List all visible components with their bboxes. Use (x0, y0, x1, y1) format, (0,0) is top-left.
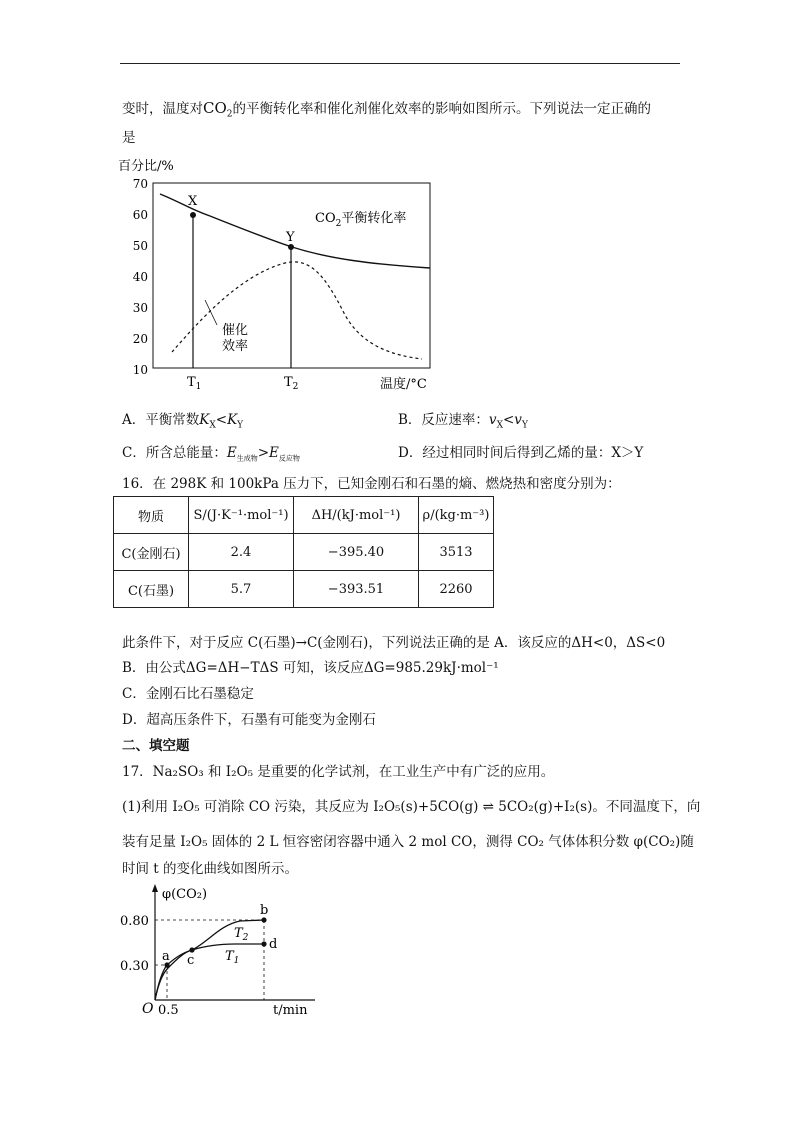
table-cell: −393.51 (294, 571, 419, 608)
catalyst-efficiency-curve (172, 262, 422, 359)
table-row (114, 571, 494, 608)
t1-curve-label: $T_1$ (225, 949, 240, 966)
chart2-xlabel: t/min (273, 1003, 308, 1018)
point-y-label: Y (286, 230, 295, 245)
question16-stem: 16．在 298K 和 100kPa 压力下，已知金刚石和石墨的熵、燃烧热和密度分别为： (122, 476, 621, 492)
ytick-70: 70 (132, 177, 148, 191)
ytick-030: 0.30 (120, 959, 149, 974)
table-header-cell: ρ/(kg·m⁻³) (419, 497, 494, 534)
point-x-marker (190, 212, 196, 218)
question16-line-a: 此条件下，对于反应 C(石墨)→C(金刚石)，下列说法正确的是 A．该反应的ΔH<0，ΔS<0 (122, 635, 666, 651)
ytick-10: 10 (132, 363, 148, 377)
equilibrium-chart (100, 150, 460, 400)
efficiency-label-line1: 催化 (222, 323, 249, 338)
top-rule (120, 63, 680, 64)
chart1-xlabel: 温度/°C (380, 377, 427, 392)
table-cell: 2.4 (189, 534, 294, 571)
point-b-label: b (260, 903, 269, 918)
point-c-marker (189, 947, 194, 952)
option-15a: A．平衡常数$K_X<K_Y$ (122, 412, 244, 431)
point-a-label: a (162, 949, 170, 964)
question17-stem: 17．Na₂SO₃ 和 I₂O₅ 是重要的化学试剂，在工业生产中有广泛的应用。 (122, 764, 555, 780)
ytick-080: 0.80 (120, 914, 149, 929)
option-15c: C．所含总能量：$E_{生成物}>E_{反应物}$ (122, 445, 300, 463)
question16-option-b: B．由公式ΔG=ΔH−TΔS 可知，该反应ΔG=985.29kJ·mol⁻¹ (122, 660, 499, 676)
ytick-30: 30 (132, 301, 148, 315)
table-header-cell: S/(J·K⁻¹·mol⁻¹) (189, 497, 294, 534)
properties-table (113, 496, 494, 608)
question17-part1-line1: (1)利用 I₂O₅ 可消除 CO 污染，其反应为 I₂O₅(s)+5CO(g) ⇌ 5CO₂(g)+I₂(s)。不同温度下，向 (122, 799, 701, 815)
t2-curve-label: $T_2$ (234, 926, 249, 943)
ytick-20: 20 (132, 332, 148, 346)
chart2-ylabel: φ(CO₂) (162, 887, 208, 902)
t2-tick-label: $T_2$ (284, 375, 299, 392)
question16-option-c: C．金刚石比石墨稳定 (122, 686, 254, 702)
point-d-label: d (269, 937, 278, 952)
table-cell: 5.7 (189, 571, 294, 608)
question17-part1-line3: 时间 t 的变化曲线如图所示。 (122, 861, 299, 877)
t2-curve (155, 920, 264, 1000)
table-row (114, 534, 494, 571)
question17-part1-line2: 装有足量 I₂O₅ 固体的 2 L 恒容密闭容器中通入 2 mol CO，测得 CO₂ 气体体积分数 φ(CO₂)随 (122, 834, 694, 850)
co2-fraction-chart (110, 880, 340, 1020)
ytick-50: 50 (132, 239, 148, 253)
t1-curve (155, 944, 264, 1000)
option-15d: D．经过相同时间后得到乙烯的量：X＞Y (398, 445, 644, 461)
ytick-60: 60 (132, 208, 148, 222)
point-b-marker (261, 917, 266, 922)
table-cell: 3513 (419, 534, 494, 571)
question15-stem-line1: 变时，温度对$CO_2$的平衡转化率和催化剂催化效率的影响如图所示。下列说法一定正确的 (122, 99, 652, 120)
conversion-curve-label: $CO_2$平衡转化率 (315, 211, 407, 229)
point-d-marker (261, 941, 266, 946)
chart1-ylabel: 百分比/% (118, 159, 174, 174)
table-cell: C(石墨) (114, 571, 189, 608)
chart1-yticks (133, 177, 148, 377)
point-c-label: c (187, 953, 195, 968)
point-x-label: X (188, 194, 198, 209)
ytick-40: 40 (132, 270, 148, 284)
y-axis-arrow (152, 884, 158, 892)
t1-tick-label: $T_1$ (187, 375, 202, 392)
table-header-row (114, 497, 494, 534)
table-cell: −395.40 (294, 534, 419, 571)
origin-label: O (142, 1001, 154, 1017)
option-15b: B．反应速率：$v_X<v_Y$ (398, 412, 528, 431)
section-title: 二、填空题 (122, 738, 190, 754)
xtick-05: 0.5 (158, 1003, 179, 1018)
table-header-cell: ΔH/(kJ·mol⁻¹) (294, 497, 419, 534)
efficiency-leader-line (205, 300, 217, 325)
table-cell: 2260 (419, 571, 494, 608)
co2-conversion-curve (160, 194, 430, 268)
question15-stem-line2: 是 (122, 130, 136, 146)
efficiency-label-line2: 效率 (222, 339, 249, 354)
question16-option-d: D．超高压条件下，石墨有可能变为金刚石 (122, 712, 376, 728)
table-cell: C(金刚石) (114, 534, 189, 571)
table-header-cell: 物质 (114, 497, 189, 534)
